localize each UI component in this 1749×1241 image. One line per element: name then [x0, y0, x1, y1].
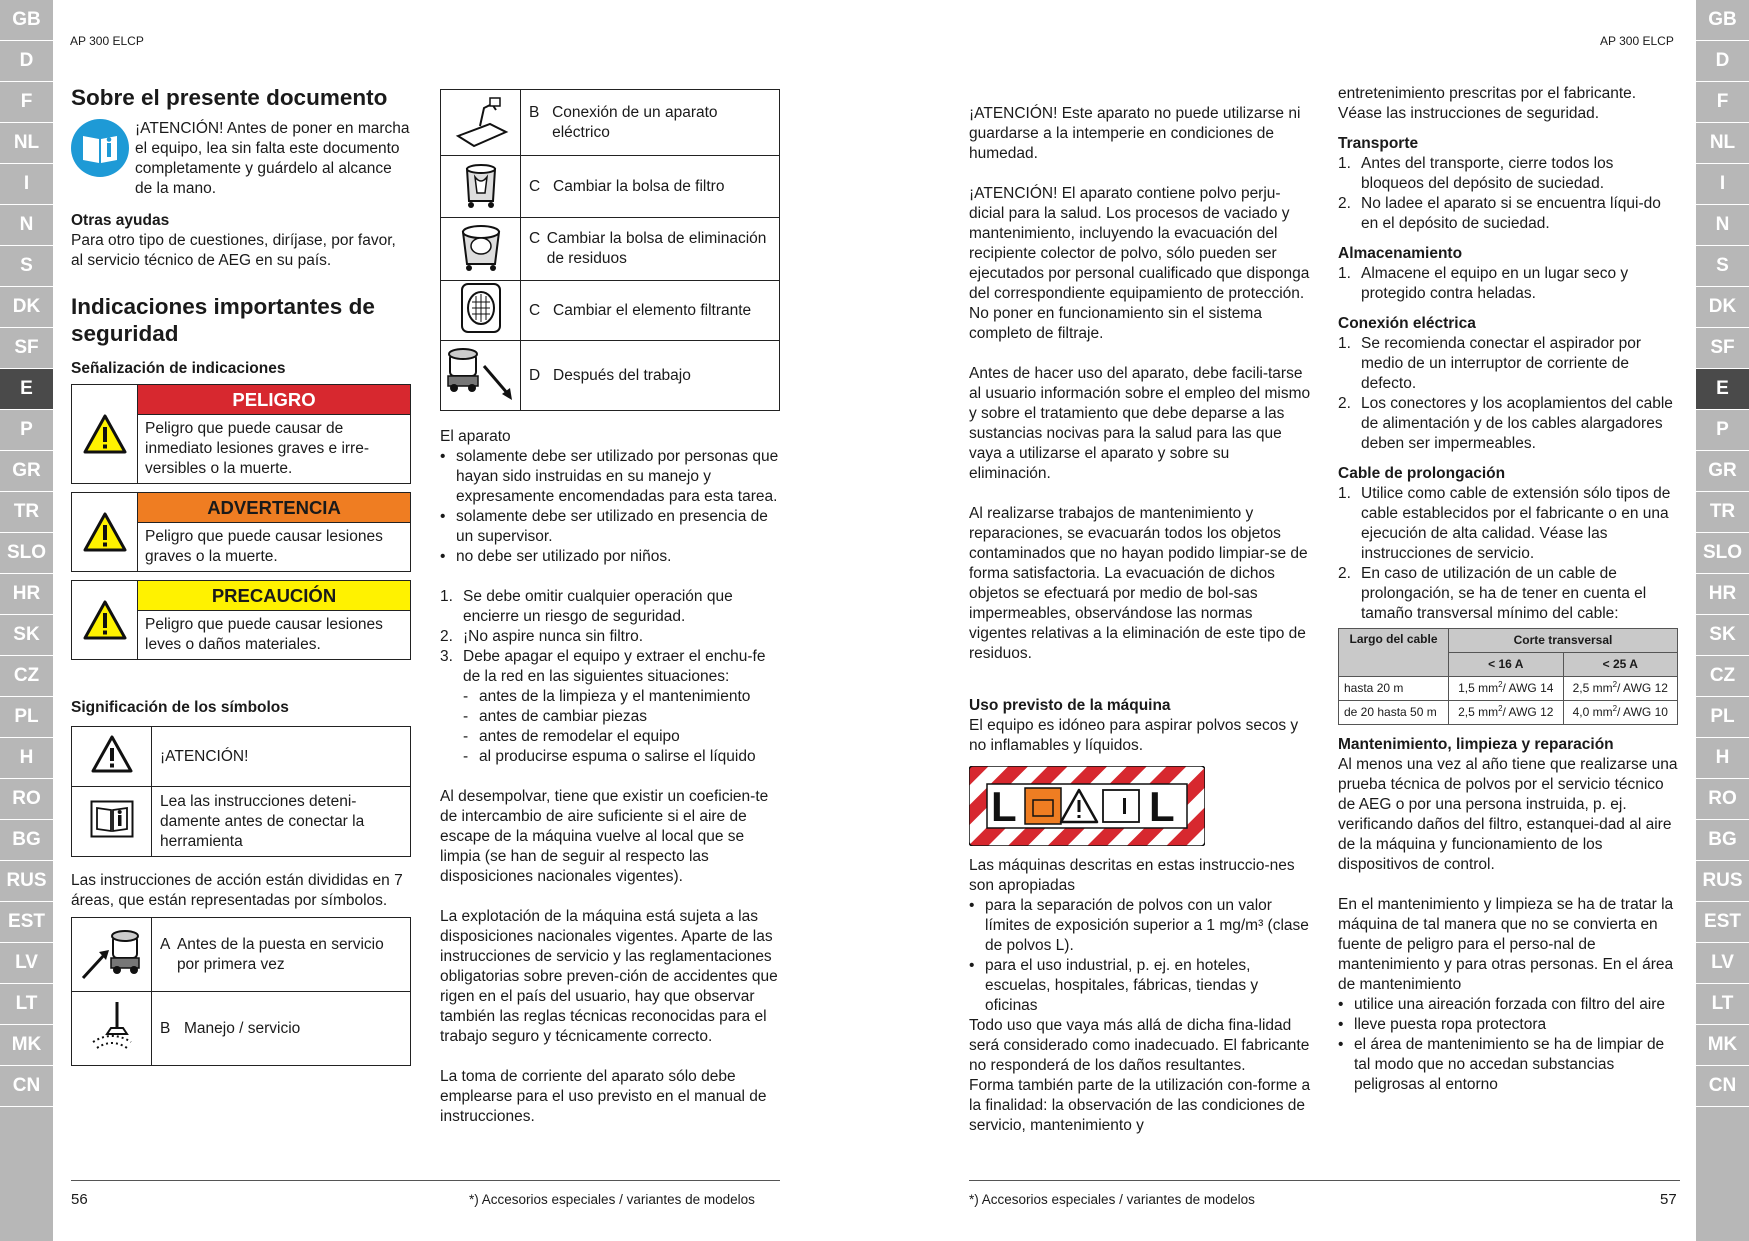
language-tab-gr[interactable]: GR: [0, 451, 53, 492]
list-item: • utilice una aireación forzada con filtro del aire: [1338, 995, 1680, 1015]
language-sidebar-right: [1696, 0, 1749, 1241]
warning-box-2: [71, 580, 411, 660]
area-letter: B: [529, 103, 540, 121]
language-tab-slo[interactable]: SLO: [0, 533, 53, 574]
section-value: 1,5 mm: [1458, 681, 1499, 695]
cable-sub-16: < 16 A: [1449, 653, 1564, 677]
cable-section-a16: [1449, 677, 1564, 701]
header-right: AP 300 ELCP: [1600, 34, 1674, 48]
language-tab-s[interactable]: S: [1696, 246, 1749, 287]
section-unit: / AWG 12: [1617, 681, 1668, 695]
area-row: [441, 341, 780, 411]
para-dust-health: ¡ATENCIÓN! El aparato contiene polvo perju-dicial para la salud. Los procesos de vaciado y mantenimiento, incluyendo la evacuación del recipiente colector de polvo, sólo pueden ser ejecutados por personal cualificado que disponga del correspondiente equipamiento de protección. No poner en funcionamiento sin el sistema completo de filtraje.: [969, 185, 1310, 342]
hazard-triangle-icon: [72, 493, 138, 571]
language-tab-e[interactable]: E: [0, 369, 53, 410]
language-tab-lt[interactable]: LT: [0, 984, 53, 1025]
language-tab-est[interactable]: EST: [0, 902, 53, 943]
item-text: Utilice como cable de extensión sólo tipos de cable establecidos por el fabricante o en una ejecución de alta calidad. Véase las instrucciones de servicio.: [1361, 485, 1671, 562]
item-number: 1.: [440, 588, 453, 605]
item-number: 2.: [440, 628, 453, 645]
item-text: ¡No aspire nunca sin filtro.: [463, 628, 644, 645]
area-row: [72, 992, 411, 1066]
rules-list: [440, 587, 780, 687]
electric-list: [1338, 334, 1680, 454]
para-info: Antes de hacer uso del aparato, debe facili-tarse al usuario información sobre el empleo del mismo y sobre el tratamiento que debe deparse a las sustancias nocivas para la salud para las que vaya a utilizarse el aparato y sobre su eliminación.: [969, 365, 1311, 482]
cable-row: [1339, 701, 1678, 725]
item-text: Almacene el equipo en un lugar seco y protegido contra heladas.: [1361, 265, 1629, 302]
language-tab-i[interactable]: I: [1696, 164, 1749, 205]
language-tab-est[interactable]: EST: [1696, 902, 1749, 943]
para-dust: Al desempolvar, tiene que existir un coeficien-te de intercambio de aire suficiente si el aire de escape de la máquina vuelve al local que se limpia (se han de seguir al respecto las disposiciones nacionales vigentes).: [440, 788, 769, 885]
header-left: AP 300 ELCP: [70, 34, 144, 48]
warning-box-0: [71, 384, 411, 484]
para-outdoor: ¡ATENCIÓN! Este aparato no puede utilizarse ni guardarse a la intemperie en condiciones de humedad.: [969, 105, 1301, 162]
language-tab-mk[interactable]: MK: [0, 1025, 53, 1066]
cable-col-section: Corte transversal: [1449, 629, 1678, 653]
intended-text: El equipo es idóneo para aspirar polvos secos y no inflamables y líquidos.: [969, 717, 1299, 754]
cont-text: entretenimiento prescritas por el fabricante. Véase las instrucciones de seguridad.: [1338, 85, 1637, 122]
numbered-item: [440, 587, 780, 627]
numbered-item: [1338, 154, 1680, 194]
cable-col-length: Largo del cable: [1339, 629, 1449, 677]
language-tab-pl[interactable]: PL: [1696, 697, 1749, 738]
beyond-text: Todo uso que vaya más allá de dicha fina-lidad será considerado como inadecuado. El fabricante no responderá de los daños resultantes.: [969, 1017, 1310, 1074]
other-help-title: Otras ayudas: [71, 212, 170, 229]
section-sup: 2: [1498, 704, 1503, 713]
area-letter: B: [160, 1019, 171, 1037]
cable-sub-25: < 25 A: [1563, 653, 1678, 677]
section-sup: 2: [1612, 704, 1618, 713]
item-number: 2.: [1338, 195, 1351, 212]
area-text: [521, 156, 780, 218]
area-label: Cambiar el elemento filtrante: [553, 301, 752, 319]
language-tab-p[interactable]: P: [0, 410, 53, 451]
symbol-text: ¡ATENCIÓN!: [152, 727, 411, 787]
language-tab-f[interactable]: F: [0, 82, 53, 123]
language-tab-f[interactable]: F: [1696, 82, 1749, 123]
item-text: Los conectores y los acoplamientos del cable de alimentación y de los cables alargadores deben ser impermeables.: [1361, 395, 1673, 452]
list-item: - antes de cambiar piezas: [463, 707, 780, 727]
column-4: [1338, 84, 1680, 1095]
symbols-title: Significación de los símbolos: [71, 699, 289, 716]
column-1: [71, 84, 411, 1066]
warning-text: Peligro que puede causar lesiones leves o daños materiales.: [145, 616, 383, 653]
item-text: Se recomienda conectar el aspirador por medio de un interruptor de corriente de defecto.: [1361, 335, 1642, 392]
areas-table-b: [440, 89, 780, 411]
list-item: • el área de mantenimiento se ha de limpiar de tal modo que no accedan substancias peligrosas al entorno: [1338, 1035, 1680, 1095]
dust-class-L-label: [969, 766, 1205, 846]
language-tab-nl[interactable]: NL: [1696, 123, 1749, 164]
filter-element-icon: [441, 281, 521, 341]
symbols-table: [71, 726, 411, 857]
language-tab-n[interactable]: N: [0, 205, 53, 246]
area-label: Antes de la puesta en servicio por primera vez: [176, 935, 384, 973]
area-label: Cambiar la bolsa de filtro: [553, 177, 725, 195]
language-tab-h[interactable]: H: [0, 738, 53, 779]
symbol-row: [72, 727, 411, 787]
warning-triangle-icon: [72, 727, 152, 787]
language-tab-hr[interactable]: HR: [1696, 574, 1749, 615]
language-tab-dk[interactable]: DK: [1696, 287, 1749, 328]
electric-title: Conexión eléctrica: [1338, 315, 1476, 332]
section-unit: / AWG 14: [1502, 681, 1554, 695]
language-tab-gr[interactable]: GR: [1696, 451, 1749, 492]
language-tab-pl[interactable]: PL: [0, 697, 53, 738]
item-number: 1.: [1338, 485, 1351, 502]
cable-section-a25: [1563, 701, 1678, 725]
numbered-item: [1338, 564, 1680, 624]
language-tab-n[interactable]: N: [1696, 205, 1749, 246]
para-socket: La toma de corriente del aparato sólo debe emplearse para el uso previsto en el manual de instrucciones.: [440, 1068, 767, 1125]
item-number: 1.: [1338, 265, 1351, 282]
warning-levels: [71, 384, 411, 660]
language-tab-sf[interactable]: SF: [0, 328, 53, 369]
language-tab-rus[interactable]: RUS: [0, 861, 53, 902]
area-row: [441, 156, 780, 218]
svg-text:L: L: [991, 783, 1017, 830]
warning-body: [138, 385, 410, 483]
section-value: 2,5 mm: [1572, 681, 1613, 695]
language-tab-s[interactable]: S: [0, 246, 53, 287]
language-tab-ro[interactable]: RO: [0, 779, 53, 820]
area-row: [72, 918, 411, 992]
area-text: [521, 341, 780, 411]
storage-title: Almacenamiento: [1338, 245, 1463, 262]
list-item: - antes de remodelar el equipo: [463, 727, 780, 747]
language-tab-sf[interactable]: SF: [1696, 328, 1749, 369]
warning-body: [138, 581, 410, 659]
area-text: [521, 281, 780, 341]
footnote-right: *) Accesorios especiales / variantes de modelos: [969, 1192, 1255, 1207]
device-intro: El aparato: [440, 428, 511, 445]
area-letter: C: [529, 177, 541, 195]
warning-text: Peligro que puede causar de inmediato lesiones graves e irre-versibles o la muerte.: [145, 420, 369, 477]
transport-list: [1338, 154, 1680, 234]
area-letter: C: [529, 230, 541, 247]
numbered-item: [1338, 484, 1680, 564]
warning-label: PRECAUCIÓN: [138, 581, 410, 611]
section-value: 2,5 mm: [1458, 705, 1499, 719]
area-text: [521, 218, 780, 281]
warning-label: PELIGRO: [138, 385, 410, 415]
area-label: Conexión de un aparato eléctrico: [552, 103, 718, 141]
area-letter: C: [529, 301, 541, 319]
maint-text: Al menos una vez al año tiene que realizarse una prueba técnica de polvos por el servicio técnico de AEG o por una persona instruida, p. ej. verificando daños del filtro, estanquei-dad al aire de la máquina y funcionamiento de los dispositivos de control.: [1338, 756, 1678, 873]
item-number: 3.: [440, 648, 453, 665]
cable-section-a16: [1449, 701, 1564, 725]
numbered-item: [1338, 394, 1680, 454]
language-tab-hr[interactable]: HR: [0, 574, 53, 615]
language-tab-lv[interactable]: LV: [1696, 943, 1749, 984]
footer-rule-left: [71, 1180, 780, 1181]
language-tab-cn[interactable]: CN: [0, 1066, 53, 1107]
language-tab-d[interactable]: D: [1696, 41, 1749, 82]
vacuum-after-work-icon: [441, 341, 521, 411]
para-operation: La explotación de la máquina está sujeta a las disposiciones nacionales vigentes. Aparte de las instrucciones de servicio y las reglamentaciones obligatorias sobre preven-ción de accidentes que rigen en el país del usuario, hay que observar también las reglas técnicas reconocidas para el trabajo seguro y técnicamente correcto.: [440, 908, 778, 1045]
item-text: No ladee el aparato si se encuentra líqui-do en el depósito de suciedad.: [1361, 195, 1661, 232]
areas-table-a: [71, 917, 411, 1066]
area-letter: D: [529, 366, 541, 384]
language-tab-dk[interactable]: DK: [0, 287, 53, 328]
area-row: [441, 281, 780, 341]
storage-list: [1338, 264, 1680, 304]
attention-read-text: ¡ATENCIÓN! Antes de poner en marcha el equipo, lea sin falta este documento completamente y guárdelo al alcance de la mano.: [135, 120, 410, 197]
list-item: • para la separación de polvos con un valor límites de exposición superior a 1 mg/m³ (clase de polvos L).: [969, 896, 1311, 956]
area-letter: A: [160, 935, 171, 953]
waste-bag-icon: [441, 218, 521, 281]
area-row: [441, 218, 780, 281]
item-number: 1.: [1338, 155, 1351, 172]
section-value: 4,0 mm: [1572, 705, 1613, 719]
language-tab-rus[interactable]: RUS: [1696, 861, 1749, 902]
item-text: En caso de utilización de un cable de prolongación, se ha de tener en cuenta el tamaño transversal mínimo del cable:: [1361, 565, 1647, 622]
area-text: [521, 90, 780, 156]
svg-text:L: L: [1149, 783, 1175, 830]
attention-read-block: [71, 119, 411, 199]
footnote-left: *) Accesorios especiales / variantes de modelos: [469, 1192, 755, 1207]
language-tab-tr[interactable]: TR: [1696, 492, 1749, 533]
area-label: Manejo / servicio: [184, 1019, 301, 1037]
section-title-about: Sobre el presente documento: [71, 85, 388, 110]
language-tab-p[interactable]: P: [1696, 410, 1749, 451]
area-row: [441, 90, 780, 156]
item-number: 2.: [1338, 565, 1351, 582]
language-tab-tr[interactable]: TR: [0, 492, 53, 533]
hazard-triangle-icon: [72, 581, 138, 659]
list-item: • lleve puesta ropa protectora: [1338, 1015, 1680, 1035]
cable-row: [1339, 677, 1678, 701]
language-tab-nl[interactable]: NL: [0, 123, 53, 164]
extension-title: Cable de prolongación: [1338, 465, 1506, 482]
rule3-items: [440, 687, 780, 767]
warning-label: ADVERTENCIA: [138, 493, 410, 523]
language-tab-i[interactable]: I: [0, 164, 53, 205]
maint-text-2: En el mantenimiento y limpieza se ha de tratar la máquina de tal manera que no se convierta en fuente de peligro para el perso-nal de mantenimiento y para otras personas. En el área de mantenimiento: [1338, 896, 1674, 993]
cable-section-a25: [1563, 677, 1678, 701]
language-tab-cn[interactable]: CN: [1696, 1066, 1749, 1107]
section-sup: 2: [1498, 680, 1503, 689]
area-text: [152, 992, 411, 1066]
column-3: [969, 104, 1311, 1136]
symbol-text: Lea las instrucciones deteni-damente antes de conectar la herramienta: [152, 787, 411, 857]
numbered-item: [1338, 194, 1680, 234]
area-label: Cambiar la bolsa de eliminación de residuos: [546, 230, 767, 267]
floor-nozzle-icon: [72, 992, 152, 1066]
language-tab-gb[interactable]: GB: [0, 0, 53, 41]
signal-title: Señalización de indicaciones: [71, 360, 286, 377]
item-text: Debe apagar el equipo y extraer el enchu-fe de la red en las siguientes situaciones:: [463, 648, 766, 685]
hazard-triangle-icon: [72, 385, 138, 483]
language-tab-gb[interactable]: GB: [1696, 0, 1749, 41]
machines-text: Las máquinas descritas en estas instruccio-nes son apropiadas: [969, 857, 1295, 894]
warning-box-1: [71, 492, 411, 572]
numbered-item: [1338, 334, 1680, 394]
machines-bullets: [969, 896, 1311, 1016]
language-sidebar-left: [0, 0, 53, 1241]
area-label: Después del trabajo: [553, 366, 691, 384]
language-tab-h[interactable]: H: [1696, 738, 1749, 779]
para-maintenance: Al realizarse trabajos de mantenimiento y reparaciones, se evacuarán todos los objetos contaminados que no hayan podido limpiar-se de forma satisfactoria. La evacuación de dichos objetos se efectuará por medio de bol-sas impermeables, observándose las normas vigentes relativas a la eliminación de este tipo de residuos.: [969, 505, 1308, 662]
area-text: [152, 918, 411, 992]
cable-length: hasta 20 m: [1339, 677, 1449, 701]
list-item: • no debe ser utilizado por niños.: [440, 547, 780, 567]
read-manual-icon: [72, 787, 152, 857]
section-unit: / AWG 10: [1617, 705, 1668, 719]
numbered-item: [440, 647, 780, 687]
list-item: • solamente debe ser utilizado por personas que hayan sido instruidas en su manejo y expresamente encomendadas para esta tarea.: [440, 447, 780, 507]
plug-connection-icon: [441, 90, 521, 156]
list-item: - al producirse espuma o salirse el líquido: [463, 747, 780, 767]
numbered-item: [1338, 264, 1680, 304]
extension-list: [1338, 484, 1680, 624]
language-tab-sk[interactable]: SK: [0, 615, 53, 656]
section-title-safety: Indicaciones importantes de seguridad: [71, 294, 375, 346]
vacuum-arrow-icon: [72, 918, 152, 992]
numbered-item: [440, 627, 780, 647]
footer-rule-right: [969, 1180, 1680, 1181]
maint-title: Mantenimiento, limpieza y reparación: [1338, 736, 1614, 753]
cable-length: de 20 hasta 50 m: [1339, 701, 1449, 725]
read-manual-blue-icon: [71, 119, 135, 199]
maint-bullets: [1338, 995, 1680, 1095]
warning-text: Peligro que puede causar lesiones graves o la muerte.: [145, 528, 383, 565]
language-tab-bg[interactable]: BG: [1696, 820, 1749, 861]
language-tab-cz[interactable]: CZ: [1696, 656, 1749, 697]
page-number-right: 57: [1660, 1191, 1677, 1208]
symbol-row: [72, 787, 411, 857]
intended-title: Uso previsto de la máquina: [969, 697, 1171, 714]
areas-text: Las instrucciones de acción están divididas en 7 áreas, que están representadas por símbolos.: [71, 872, 403, 909]
section-sup: 2: [1612, 680, 1618, 689]
language-tab-lt[interactable]: LT: [1696, 984, 1749, 1025]
cable-table: [1338, 628, 1678, 725]
other-help-text: Para otro tipo de cuestiones, diríjase, por favor, al servicio técnico de AEG en su país.: [71, 232, 396, 269]
language-tab-d[interactable]: D: [0, 41, 53, 82]
language-tab-cz[interactable]: CZ: [0, 656, 53, 697]
transport-title: Transporte: [1338, 135, 1419, 152]
list-item: • solamente debe ser utilizado en presencia de un supervisor.: [440, 507, 780, 547]
also-text: Forma también parte de la utilización con-forme a la finalidad: la observación de las condiciones de servicio, mantenimiento y: [969, 1077, 1311, 1134]
item-text: Antes del transporte, cierre todos los bloqueos del depósito de suciedad.: [1361, 155, 1614, 192]
language-tab-mk[interactable]: MK: [1696, 1025, 1749, 1066]
language-tab-ro[interactable]: RO: [1696, 779, 1749, 820]
column-2: [440, 89, 780, 1127]
language-tab-e[interactable]: E: [1696, 369, 1749, 410]
item-text: Se debe omitir cualquier operación que encierre un riesgo de seguridad.: [463, 588, 733, 625]
language-tab-bg[interactable]: BG: [0, 820, 53, 861]
item-number: 1.: [1338, 335, 1351, 352]
item-number: 2.: [1338, 395, 1351, 412]
warning-body: [138, 493, 410, 571]
device-bullets: [440, 447, 780, 567]
list-item: - antes de la limpieza y el mantenimiento: [463, 687, 780, 707]
list-item: • para el uso industrial, p. ej. en hoteles, escuelas, hospitales, fábricas, tiendas y oficinas: [969, 956, 1311, 1016]
page-number-left: 56: [71, 1191, 88, 1208]
section-unit: / AWG 12: [1502, 705, 1554, 719]
language-tab-sk[interactable]: SK: [1696, 615, 1749, 656]
language-tab-slo[interactable]: SLO: [1696, 533, 1749, 574]
filter-bag-icon: [441, 156, 521, 218]
language-tab-lv[interactable]: LV: [0, 943, 53, 984]
